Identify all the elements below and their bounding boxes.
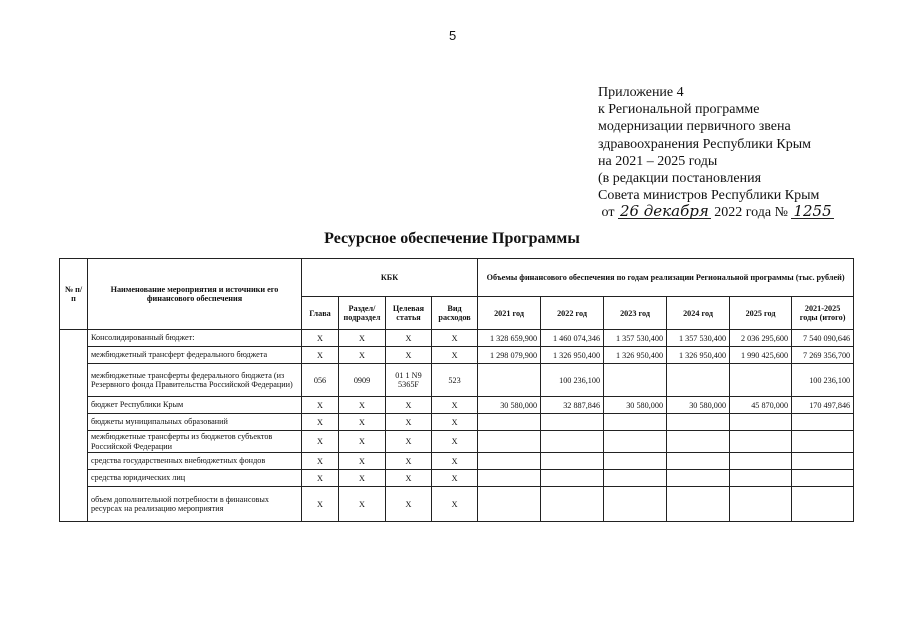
cell-2023: [604, 487, 667, 522]
cell-2025: 1 990 425,600: [730, 347, 792, 364]
cell-razdel: X: [339, 414, 386, 431]
header-name: Наименование мероприятия и источники его финансового обеспечения: [88, 259, 302, 330]
cell-total: [792, 414, 854, 431]
cell-vid: X: [432, 397, 478, 414]
cell-total: 7 269 356,700: [792, 347, 854, 364]
cell-2023: [604, 431, 667, 453]
cell-glava: X: [302, 431, 339, 453]
cell-2025: [730, 364, 792, 397]
row-name: межбюджетные трансферты из бюджетов субъектов Российской Федерации: [88, 431, 302, 453]
cell-celevaya: X: [386, 414, 432, 431]
cell-2021: 1 298 079,900: [478, 347, 541, 364]
header-glava: Глава: [302, 297, 339, 330]
cell-2021: [478, 431, 541, 453]
cell-2024: [667, 453, 730, 470]
cell-celevaya: X: [386, 347, 432, 364]
cell-total: [792, 453, 854, 470]
cell-2022: 1 326 950,400: [541, 347, 604, 364]
cell-2025: [730, 431, 792, 453]
cell-celevaya: X: [386, 397, 432, 414]
cell-glava: 056: [302, 364, 339, 397]
cell-2024: [667, 487, 730, 522]
header-2025: 2025 год: [730, 297, 792, 330]
cell-2021: [478, 414, 541, 431]
cell-total: 7 540 090,646: [792, 330, 854, 347]
header-2024: 2024 год: [667, 297, 730, 330]
cell-celevaya: 01 1 N9 5365F: [386, 364, 432, 397]
header-razdel: Раздел/ подраздел: [339, 297, 386, 330]
cell-2021: [478, 487, 541, 522]
cell-2025: [730, 487, 792, 522]
cell-celevaya: X: [386, 330, 432, 347]
appendix-line: здравоохранения Республики Крым: [598, 136, 811, 152]
cell-vid: X: [432, 414, 478, 431]
cell-2025: 45 870,000: [730, 397, 792, 414]
cell-2024: 30 580,000: [667, 397, 730, 414]
cell-2024: [667, 431, 730, 453]
cell-2022: [541, 487, 604, 522]
cell-razdel: X: [339, 330, 386, 347]
header-vid: Вид расходов: [432, 297, 478, 330]
cell-2025: [730, 414, 792, 431]
date-prefix: от: [601, 205, 615, 221]
header-2021: 2021 год: [478, 297, 541, 330]
header-2023: 2023 год: [604, 297, 667, 330]
appendix-line: (в редакции постановления: [598, 171, 762, 187]
cell-2022: [541, 470, 604, 487]
document-title: Ресурсное обеспечение Программы: [324, 230, 580, 247]
cell-2021: 30 580,000: [478, 397, 541, 414]
header-num: № п/п: [60, 259, 88, 330]
header-kbk: КБК: [302, 259, 478, 297]
cell-vid: X: [432, 347, 478, 364]
cell-2024: 1 326 950,400: [667, 347, 730, 364]
cell-2023: [604, 414, 667, 431]
cell-razdel: X: [339, 487, 386, 522]
row-name: средства государственных внебюджетных фондов: [88, 453, 302, 470]
cell-2025: [730, 453, 792, 470]
appendix-line: Приложение 4: [598, 85, 684, 100]
cell-total: [792, 470, 854, 487]
cell-2022: 1 460 074,346: [541, 330, 604, 347]
cell-2023: [604, 364, 667, 397]
cell-glava: X: [302, 330, 339, 347]
cell-glava: X: [302, 470, 339, 487]
cell-2022: [541, 453, 604, 470]
cell-vid: X: [432, 487, 478, 522]
cell-total: 170 497,846: [792, 397, 854, 414]
row-name: межбюджетный трансферт федерального бюджета: [88, 347, 302, 364]
cell-2021: [478, 470, 541, 487]
header-2022: 2022 год: [541, 297, 604, 330]
cell-2023: 30 580,000: [604, 397, 667, 414]
cell-vid: X: [432, 431, 478, 453]
cell-2024: [667, 364, 730, 397]
appendix-line: на 2021 – 2025 годы: [598, 153, 718, 169]
cell-razdel: X: [339, 431, 386, 453]
cell-2023: [604, 470, 667, 487]
resource-table: [59, 258, 854, 522]
page-number: 5: [449, 28, 457, 43]
cell-glava: X: [302, 453, 339, 470]
cell-glava: X: [302, 487, 339, 522]
row-name: бюджет Республики Крым: [88, 397, 302, 414]
appendix-line: модернизации первичного звена: [598, 119, 791, 135]
cell-2025: [730, 470, 792, 487]
header-total: 2021-2025 годы (итого): [792, 297, 854, 330]
cell-2021: [478, 453, 541, 470]
row-name: средства юридических лиц: [88, 470, 302, 487]
cell-2021: [478, 364, 541, 397]
cell-2022: 100 236,100: [541, 364, 604, 397]
cell-2022: 32 887,846: [541, 397, 604, 414]
row-name: объем дополнительной потребности в финансовых ресурсах на реализацию мероприятия: [88, 487, 302, 522]
cell-vid: X: [432, 330, 478, 347]
handwritten-date: 26 декабря: [619, 202, 709, 221]
header-volumes: Объемы финансового обеспечения по годам реализации Региональной программы (тыс. рублей): [478, 259, 854, 297]
cell-razdel: X: [339, 470, 386, 487]
header-celevaya: Целевая статья: [386, 297, 432, 330]
cell-2024: [667, 414, 730, 431]
cell-2023: 1 326 950,400: [604, 347, 667, 364]
cell-2023: 1 357 530,400: [604, 330, 667, 347]
row-name: межбюджетные трансферты федерального бюджета (из Резервного фонда Правительства Российской Федерации): [88, 364, 302, 397]
row-name: бюджеты муниципальных образований: [88, 414, 302, 431]
appendix-block: [598, 84, 834, 222]
appendix-line: Совета министров Республики Крым: [598, 188, 820, 204]
cell-2022: [541, 414, 604, 431]
row-name: Консолидированный бюджет:: [88, 330, 302, 347]
cell-vid: 523: [432, 364, 478, 397]
cell-glava: X: [302, 414, 339, 431]
cell-2021: 1 328 659,900: [478, 330, 541, 347]
cell-razdel: X: [339, 397, 386, 414]
cell-vid: X: [432, 470, 478, 487]
cell-razdel: 0909: [339, 364, 386, 397]
handwritten-number: 1255: [793, 202, 832, 221]
row-num-cell: [60, 330, 88, 522]
cell-celevaya: X: [386, 453, 432, 470]
cell-celevaya: X: [386, 431, 432, 453]
date-suffix: 2022 года №: [714, 205, 788, 221]
cell-celevaya: X: [386, 470, 432, 487]
cell-vid: X: [432, 453, 478, 470]
cell-glava: X: [302, 347, 339, 364]
cell-total: [792, 487, 854, 522]
cell-2024: [667, 470, 730, 487]
cell-2023: [604, 453, 667, 470]
cell-2022: [541, 431, 604, 453]
cell-total: [792, 431, 854, 453]
cell-razdel: X: [339, 347, 386, 364]
cell-glava: X: [302, 397, 339, 414]
cell-celevaya: X: [386, 487, 432, 522]
cell-2025: 2 036 295,600: [730, 330, 792, 347]
appendix-line: к Региональной программе: [598, 102, 760, 118]
cell-2024: 1 357 530,400: [667, 330, 730, 347]
cell-total: 100 236,100: [792, 364, 854, 397]
resolution-date-line: [598, 204, 834, 221]
cell-razdel: X: [339, 453, 386, 470]
